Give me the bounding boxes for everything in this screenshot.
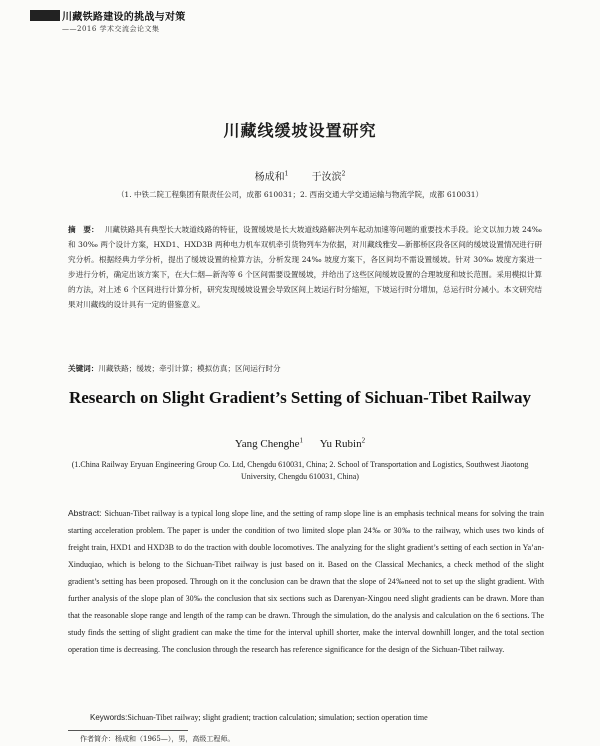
english-author-2 bbox=[320, 438, 365, 450]
chinese-author-1 bbox=[255, 172, 289, 183]
english-abstract-text: Sichuan-Tibet railway is a typical long slope line, and the setting of ramp slope line is an emphasis technical means for solving the train starting acceleration problem. The paper is under the condition of two limited slope plan 24‰ or 30‰ to the railway, which uses two kinds of freight train, HXD1 and HXD3B to do the traction with double locomotives. The analyzing for the slight gradient’s setting of each section in Ya’an-Xinduqiao, which is belong to the Sichuan-Tibet railway is just based on it. Based on the Classical Mechanics, a check method of the slight gradient’s setting has been proposed. Through on it the conclusion can be drawn that the slope of 24‰need not to set up the slight gradient. With further analysis of the slope plan of 30‰ the conclusion that six sections such as Darenyan-Xingou need slight gradients can be drawn. More than that the reasonable slope range and length of the ramp can be drawn. Through the simulation, do the analysis and calculation on the 6 sections. The study finds the setting of slight gradient can make the time for the interval uphill shorter, make the interval downhill longer, and the total section operation time is decreasing. The conclusion through the research has reference significance for the design of the Sichuan-Tibet railway. bbox=[68, 509, 544, 654]
english-abstract bbox=[68, 505, 544, 658]
english-author-1-name: Yang Chenghe bbox=[234, 437, 300, 450]
english-author-2-sup: 2 bbox=[361, 436, 366, 444]
header-title: 川藏铁路建设的挑战与对策 bbox=[62, 12, 186, 23]
chinese-affiliation: （1. 中铁二院工程集团有限责任公司，成都 610031；2. 西南交通大学交通运输与物流学院，成都 610031） bbox=[116, 190, 484, 199]
chinese-keywords-label: 关键词： bbox=[68, 364, 99, 373]
header-subtitle: ——2016 学术交流会论文集 bbox=[62, 25, 160, 33]
english-abstract-label: Abstract: bbox=[68, 508, 102, 518]
english-keywords-label: Keywords: bbox=[90, 713, 128, 722]
chinese-title: 川藏线缓坡设置研究 bbox=[223, 121, 377, 140]
chinese-keywords-text: 川藏铁路；缓坡；牵引计算；模拟仿真；区间运行时分 bbox=[98, 364, 281, 373]
chinese-abstract bbox=[68, 222, 542, 312]
running-header bbox=[30, 8, 570, 34]
chinese-author-1-sup: 1 bbox=[284, 170, 289, 178]
chinese-abstract-text: 川藏铁路具有典型长大坡道线路的特征，设置缓坡是长大坡道线路解决列车起动加速等问题的重要技术手段。论文以加力坡 24‰ 和 30‰ 两个设计方案，HXD1、HXD3B 两种电力机车双机牵引货物列车为依据，对川藏线雅安—新都桥区段各区间的缓坡设置情况进行研究分析。根据经典力学分析，提出了缓坡设置的检算方法，分析发现 24‰ 坡度方案下，各区间均不需设置缓坡。针对 30‰ 坡度方案进一步进行分析，确定出该方案下，在大仁烟—新沟等 6 个区间需要设置缓坡，并给出了这些区间缓坡设置的合理坡度和坡长范围。采用模拟计算的方法，对上述 6 个区间进行计算分析，研究发现缓坡设置会导致区间上坡运行时分缩短，下坡运行时分增加，总运行时分减小。本文研究结果对川藏线的设计具有一定的借鉴意义。 bbox=[68, 225, 542, 309]
chinese-author-2 bbox=[312, 172, 346, 183]
footnote-divider bbox=[68, 730, 188, 731]
english-author-2-name: Yu Rubin bbox=[319, 437, 362, 450]
english-keywords-text: Sichuan-Tibet railway; slight gradient; traction calculation; simulation; section operation time bbox=[127, 713, 428, 722]
english-affiliation: (1.China Railway Eryuan Engineering Group Co. Ltd, Chengdu 610031, China; 2. School of Transportation and Logistics, Southwest Jiaotong University, Chengdu 610031, China) bbox=[71, 460, 529, 481]
english-keywords bbox=[90, 713, 544, 722]
author-footnote: 作者简介：杨成和（1965—），男，高级工程师。 bbox=[80, 735, 235, 743]
chinese-author-2-name: 于汝滨 bbox=[311, 172, 342, 183]
chinese-keywords bbox=[68, 363, 542, 374]
header-logo-bar bbox=[30, 10, 60, 21]
chinese-author-1-name: 杨成和 bbox=[254, 172, 285, 183]
english-author-1-sup: 1 bbox=[299, 436, 303, 444]
chinese-author-2-sup: 2 bbox=[341, 170, 346, 178]
english-title: Research on Slight Gradient’s Setting of Sichuan-Tibet Railway bbox=[68, 388, 532, 407]
english-author-1 bbox=[235, 438, 303, 450]
chinese-abstract-label: 摘 要： bbox=[68, 225, 99, 234]
english-authors bbox=[0, 436, 600, 450]
chinese-authors bbox=[0, 168, 600, 183]
